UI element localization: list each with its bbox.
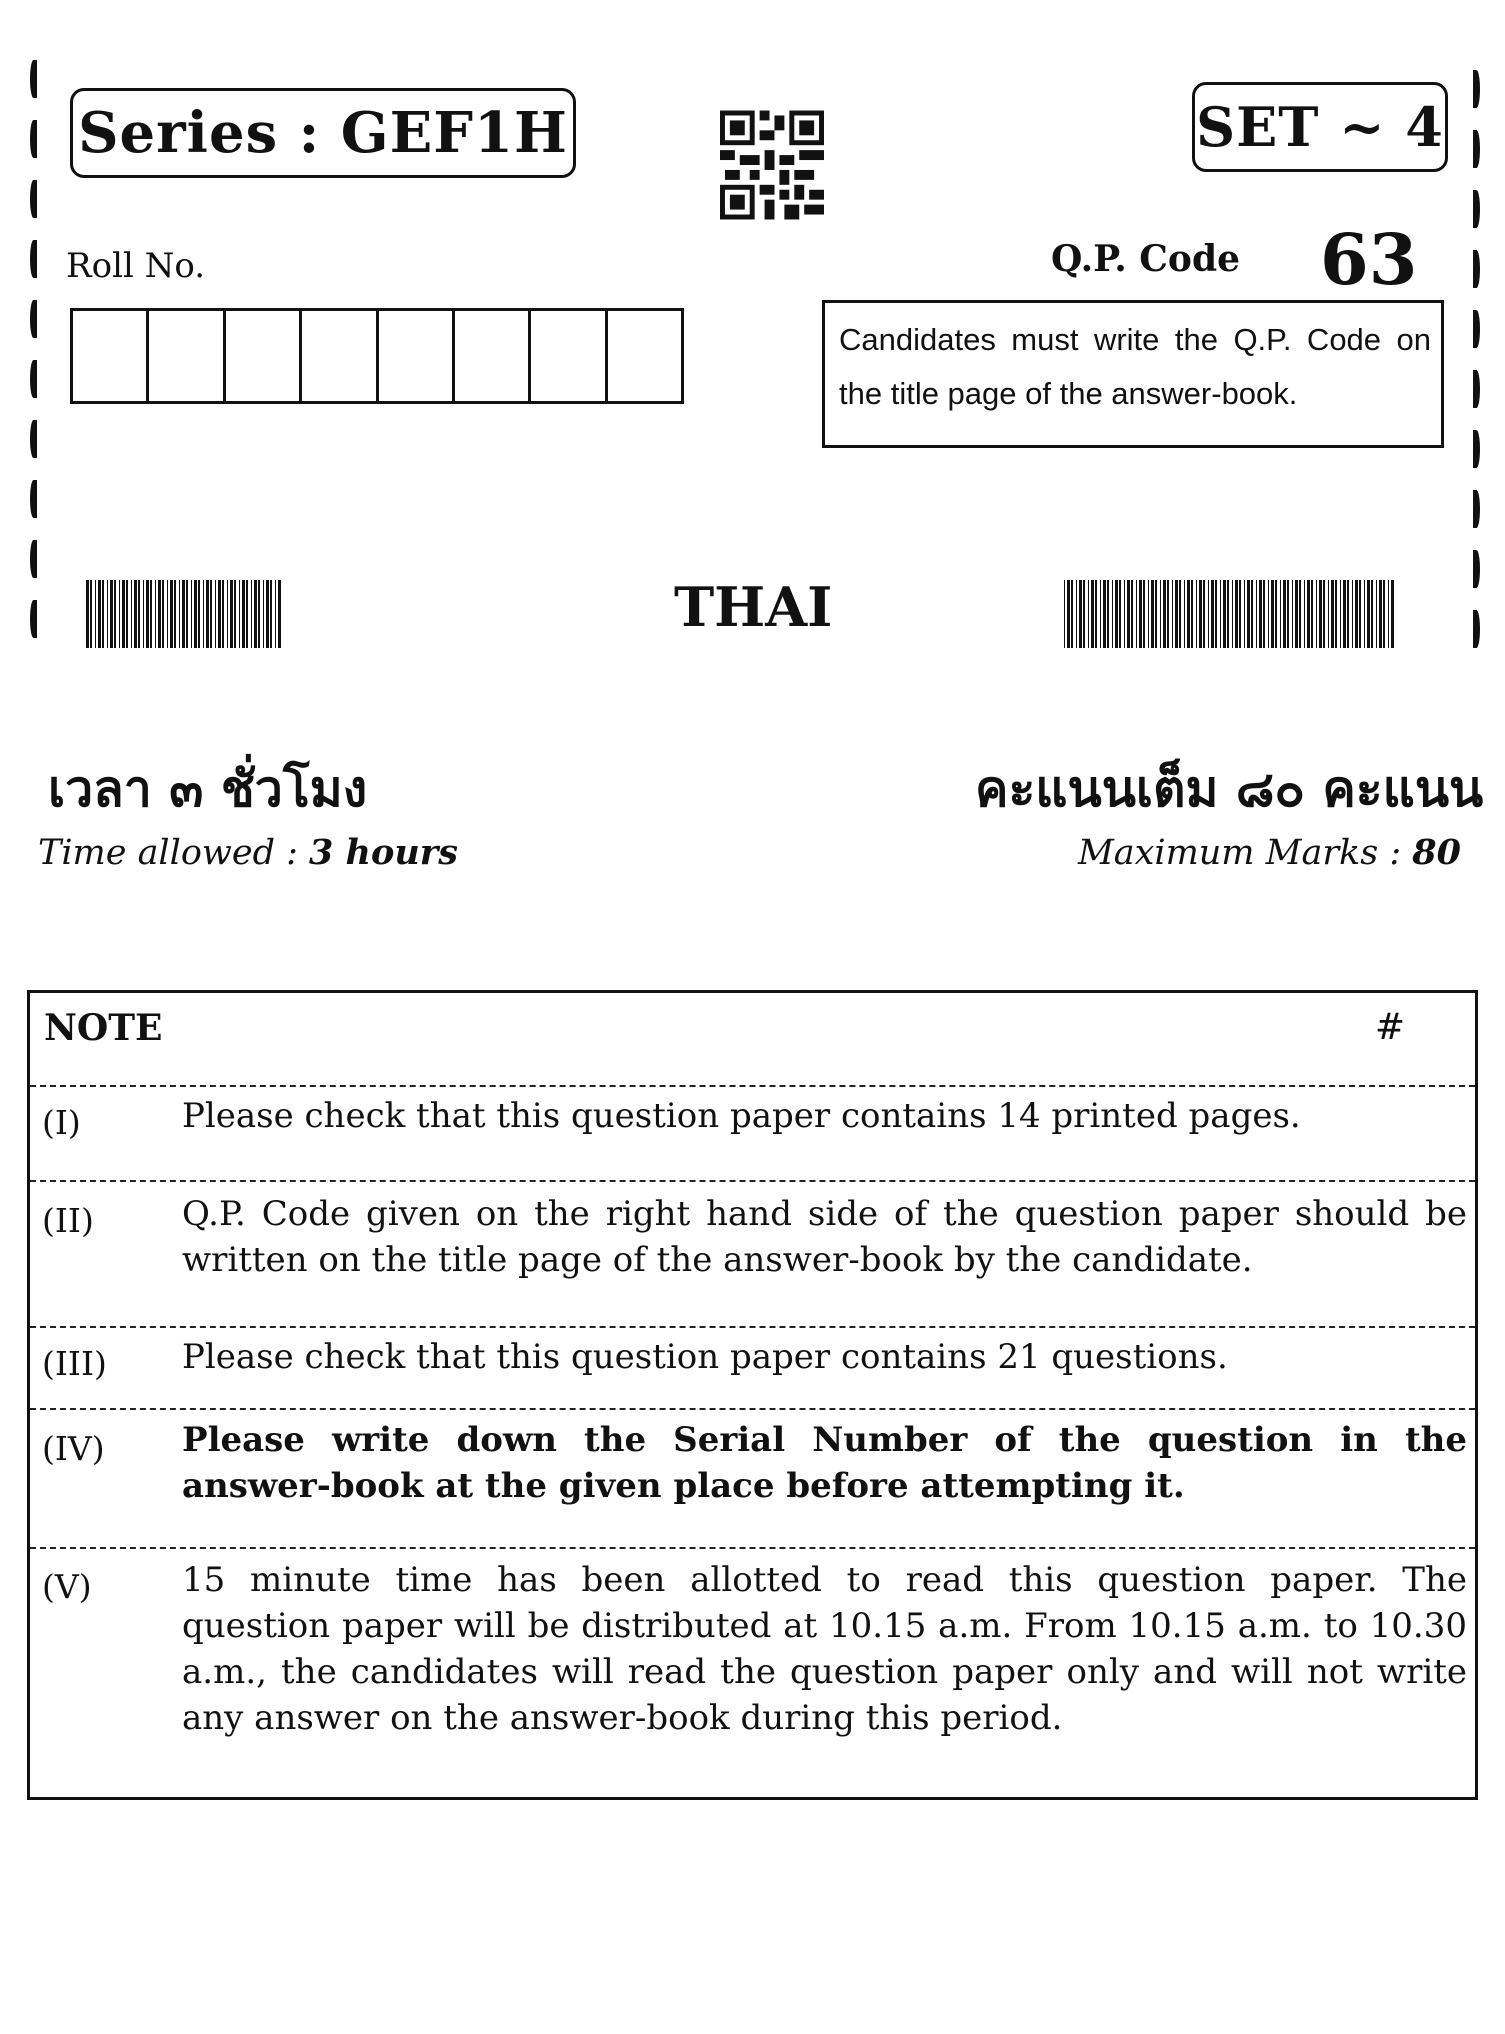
roll-number-boxes[interactable] — [70, 308, 684, 404]
qr-code-icon — [720, 110, 824, 220]
series-label: Series : GEF1H — [78, 100, 568, 166]
divider — [30, 1547, 1475, 1549]
note-heading: NOTE — [44, 1007, 163, 1049]
note-item-number: (IV) — [42, 1429, 105, 1468]
roll-digit-box[interactable] — [302, 311, 378, 401]
right-perforation-marks — [1473, 70, 1483, 630]
set-box — [1192, 82, 1448, 172]
qp-code-label: Q.P. Code — [1051, 238, 1241, 280]
candidate-instruction-box — [822, 300, 1444, 448]
divider — [30, 1180, 1475, 1182]
candidate-instruction-text: Candidates must write the Q.P. Code on the title page of the answer-book. — [839, 322, 1431, 411]
roll-digit-box[interactable] — [379, 311, 455, 401]
time-allowed-value: 3 hours — [309, 832, 458, 873]
note-item-text: Q.P. Code given on the right hand side of the question paper should be written on the title page of the answer-book by the candidate. — [182, 1194, 1467, 1280]
right-barcode-icon — [1064, 580, 1396, 648]
note-hash-mark: # — [1374, 1007, 1405, 1048]
note-item-text: Please write down the Serial Number of the question in the answer-book at the given place before attempting it. — [182, 1420, 1467, 1506]
thai-maximum-marks: คะแนนเต็ม ๘๐ คะแนน — [975, 759, 1484, 818]
time-allowed — [38, 832, 458, 873]
roll-number-label: Roll No. — [66, 246, 206, 286]
roll-digit-box[interactable] — [149, 311, 225, 401]
divider — [30, 1085, 1475, 1087]
maximum-marks — [1078, 832, 1461, 873]
subject-title: THAI — [674, 575, 833, 639]
divider — [30, 1326, 1475, 1328]
thai-time-allowed: เวลา ๓ ชั่วโมง — [48, 759, 368, 818]
roll-digit-box[interactable] — [226, 311, 302, 401]
roll-digit-box[interactable] — [531, 311, 607, 401]
note-box — [27, 990, 1478, 1800]
note-item-text: Please check that this question paper contains 21 questions. — [182, 1337, 1228, 1377]
roll-digit-box[interactable] — [73, 311, 149, 401]
note-item-number: (III) — [42, 1344, 107, 1383]
series-box — [70, 88, 576, 178]
note-item-text: Please check that this question paper contains 14 printed pages. — [182, 1096, 1301, 1136]
roll-digit-box[interactable] — [455, 311, 531, 401]
note-item-text: 15 minute time has been allotted to read this question paper. The question paper will be distributed at 10.15 a.m. From 10.15 a.m. to 10.30 a.m., the candidates will read the question paper only and will not write any answer on the answer-book during this period. — [182, 1560, 1467, 1738]
left-barcode-icon — [86, 580, 284, 648]
maximum-marks-value: 80 — [1412, 832, 1461, 873]
note-item-number: (I) — [42, 1103, 81, 1142]
note-item-number: (V) — [42, 1567, 92, 1606]
time-allowed-label: Time allowed : — [38, 833, 310, 873]
roll-digit-box[interactable] — [608, 311, 681, 401]
qp-code-value: 63 — [1320, 218, 1418, 301]
left-perforation-marks — [30, 60, 40, 620]
maximum-marks-label: Maximum Marks : — [1077, 833, 1413, 873]
set-label: SET ~ 4 — [1196, 95, 1444, 159]
divider — [30, 1408, 1475, 1410]
note-item-number: (II) — [42, 1201, 94, 1240]
